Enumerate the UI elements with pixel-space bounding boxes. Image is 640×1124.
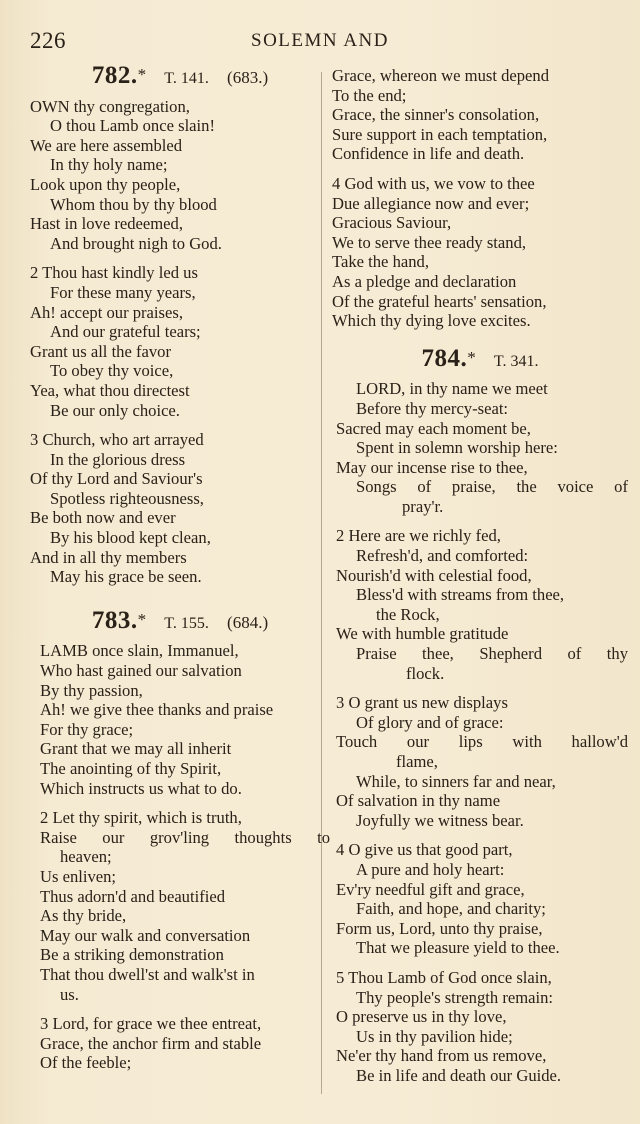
hymn-number: 783. <box>91 606 138 634</box>
tune-reference: T. 341. <box>493 352 539 370</box>
verse-line: May our walk and conversation <box>40 925 251 945</box>
verse-line: Confidence in life and death. <box>332 144 525 164</box>
verse-line: We with humble gratitude <box>336 624 509 644</box>
verse-line: flame, <box>396 752 438 771</box>
verse-line: Raise our grov'ling thoughts to <box>40 827 330 847</box>
verse-line: Yea, what thou directest <box>30 380 190 400</box>
verse-line: the Rock, <box>376 604 440 624</box>
verse-line: To obey thy voice, <box>50 361 174 381</box>
verse-line: Be in life and death our Guide. <box>356 1065 562 1085</box>
verse-line: Songs of praise, the voice of <box>356 477 628 497</box>
verse-line: Spotless righteousness, <box>50 488 204 508</box>
verse-line: pray'r. <box>402 496 444 516</box>
verse-line: For thy grace; <box>40 719 134 739</box>
verse-line: Grant us all the favor <box>30 341 171 361</box>
verse-line: Whom thou by thy blood <box>50 194 217 214</box>
verse-line: Nourish'd with celestial food, <box>336 565 532 585</box>
verse-line: 4 O give us that good part, <box>336 840 513 860</box>
verse-line: The anointing of thy Spirit, <box>40 759 222 778</box>
verse-line: Be our only choice. <box>50 400 180 420</box>
verse-line: Be both now and ever <box>30 508 176 528</box>
hymn-784-verse-2 <box>332 526 628 683</box>
verse-line: Hast in love redeemed, <box>30 214 183 234</box>
hymn-783-heading: 783.* T. 155. (684.) <box>91 606 269 634</box>
verse-line: 2 Here are we richly fed, <box>336 526 501 546</box>
hymn-783-verse-3-cont <box>332 66 628 164</box>
hymn-783-verse-4 <box>332 174 628 331</box>
verse-line: By thy passion, <box>40 680 143 700</box>
verse-line: Refresh'd, and comforted: <box>356 546 529 566</box>
verse-line: 2 Thou hast kindly led us <box>30 263 198 283</box>
verse-line: O preserve us in thy love, <box>336 1007 507 1027</box>
verse-line: We are here assembled <box>30 135 183 155</box>
verse-line: Grace, the anchor firm and stable <box>40 1033 262 1053</box>
verse-line: Due allegiance now and ever; <box>332 193 530 213</box>
running-head: SOLEMN AND <box>251 30 389 51</box>
verse-line: Ne'er thy hand from us remove, <box>336 1046 547 1066</box>
verse-line: LORD, in thy name we meet <box>356 379 548 399</box>
verse-line: Before thy mercy-seat: <box>356 398 509 418</box>
verse-line: flock. <box>406 663 445 683</box>
verse-line: Spent in solemn worship here: <box>356 438 558 458</box>
verse-line: Sacred may each moment be, <box>336 418 531 438</box>
verse-line: By his blood kept clean, <box>50 528 211 548</box>
verse-line: 2 Let thy spirit, which is truth, <box>40 808 242 828</box>
verse-line: Ah! we give thee thanks and praise <box>40 700 274 720</box>
verse-line: Joyfully we witness bear. <box>356 810 524 830</box>
verse-line: For these many years, <box>50 282 196 302</box>
page-number: 226 <box>30 28 66 53</box>
hymn-783-verse-1 <box>30 641 330 798</box>
verse-line: Be a striking demonstration <box>40 945 224 965</box>
hymn-784-heading: 784.* T. 341. <box>421 344 539 372</box>
verse-line: OWN thy congregation, <box>30 96 190 116</box>
verse-line: 4 God with us, we vow to thee <box>332 173 535 193</box>
verse-line: 5 Thou Lamb of God once slain, <box>336 967 552 987</box>
verse-line: Gracious Saviour, <box>332 213 452 233</box>
hymn-783-verse-3-start <box>30 1014 330 1073</box>
verse-line: Of the feeble; <box>40 1053 132 1073</box>
verse-line: Form us, Lord, unto thy praise, <box>336 918 543 938</box>
verse-line: As a pledge and declaration <box>332 271 517 291</box>
verse-line: We to serve thee ready stand, <box>332 232 527 252</box>
verse-line: Who hast gained our salvation <box>40 661 242 681</box>
hymn-784-verse-4 <box>332 840 628 958</box>
verse-line: In thy holy name; <box>50 155 168 175</box>
hymn-783-verse-2 <box>30 808 330 1004</box>
verse-line: Grace, whereon we must depend <box>332 66 550 85</box>
verse-line: Touch our lips with hallow'd <box>336 732 628 752</box>
hymn-cross-reference: (684.) <box>227 612 269 632</box>
hymn-784-verse-1 <box>332 379 628 516</box>
left-column <box>30 62 330 1073</box>
verse-line: 3 O grant us new displays <box>336 693 508 713</box>
verse-line: Faith, and hope, and charity; <box>356 899 546 919</box>
hymn-784-verse-5 <box>332 968 628 1086</box>
verse-line: And in all thy members <box>30 547 187 567</box>
verse-line: Thus adorn'd and beautified <box>40 886 226 906</box>
verse-line: Thy people's strength remain: <box>356 987 553 1007</box>
hymn-782-verse-3 <box>30 430 330 587</box>
verse-line: Which instructs us what to do. <box>40 778 242 798</box>
verse-line: 3 Church, who art arrayed <box>30 430 204 450</box>
verse-line: O thou Lamb once slain! <box>50 116 215 136</box>
verse-line: Of the grateful hearts' sensation, <box>332 291 547 311</box>
verse-line: Us enliven; <box>40 866 117 886</box>
verse-line: LAMB once slain, Immanuel, <box>40 641 239 661</box>
verse-line: Grace, the sinner's consolation, <box>332 105 540 125</box>
hymn-782-verse-2 <box>30 263 330 420</box>
verse-line: Of glory and of grace: <box>356 712 504 732</box>
verse-line: And brought nigh to God. <box>50 233 222 253</box>
verse-line: May his grace be seen. <box>50 567 202 587</box>
verse-line: 3 Lord, for grace we thee entreat, <box>40 1014 262 1034</box>
verse-line: Which thy dying love excites. <box>332 311 531 331</box>
verse-line: Of thy Lord and Saviour's <box>30 469 203 489</box>
hymn-cross-reference: (683.) <box>227 68 269 87</box>
verse-line: Grant that we may all inherit <box>40 739 232 759</box>
hymn-784-verse-3 <box>332 693 628 830</box>
verse-line: To the end; <box>332 85 407 105</box>
verse-line: Us in thy pavilion hide; <box>356 1026 513 1046</box>
verse-line: heaven; <box>60 847 112 867</box>
verse-line: Bless'd with streams from thee, <box>356 585 565 605</box>
verse-line: And our grateful tears; <box>50 322 201 342</box>
verse-line: While, to sinners far and near, <box>356 771 556 791</box>
verse-line: Praise thee, Shepherd of thy <box>356 644 628 664</box>
hymn-782-heading: 782.* T. 141. (683.) <box>91 62 269 89</box>
page-header <box>0 28 640 56</box>
verse-line: us. <box>60 984 79 1004</box>
verse-line: That thou dwell'st and walk'st in <box>40 964 255 984</box>
hymn-number: 782. <box>91 62 138 89</box>
verse-line: Look upon thy people, <box>30 174 181 194</box>
hymn-number: 784. <box>421 344 468 372</box>
verse-line: That we pleasure yield to thee. <box>356 938 560 958</box>
tune-reference: T. 141. <box>164 70 209 87</box>
hymn-782-verse-1 <box>30 97 330 254</box>
verse-line: Of salvation in thy name <box>336 791 501 811</box>
verse-line: May our incense rise to thee, <box>336 457 528 477</box>
verse-line: As thy bride, <box>40 906 127 926</box>
verse-line: In the glorious dress <box>50 449 186 469</box>
verse-line: Take the hand, <box>332 252 429 272</box>
verse-line: Ah! accept our praises, <box>30 302 183 322</box>
verse-line: A pure and holy heart: <box>356 859 505 879</box>
verse-line: Sure support in each temptation, <box>332 124 548 144</box>
tune-reference: T. 155. <box>164 614 209 632</box>
right-column <box>332 66 628 1096</box>
verse-line: Ev'ry needful gift and grace, <box>336 879 525 899</box>
